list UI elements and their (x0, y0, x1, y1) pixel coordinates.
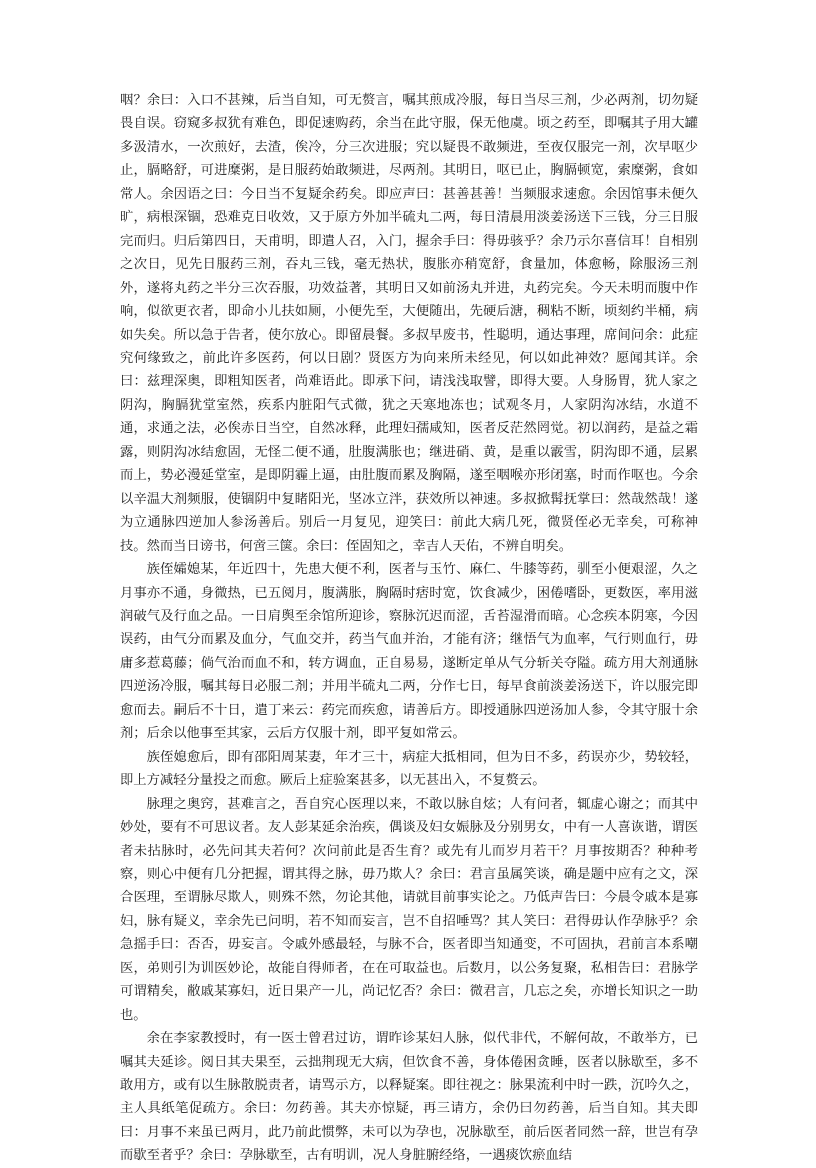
paragraph: 余在李家教授时，有一医士曾君过访，谓昨诊某妇人脉，似代非代，不解何故，不敢举方，已嘱其夫延诊。阅日其夫果至，云拙荆现无大病，但饮食不善，身体倦困贪睡，医者以脉歇至，多不敢用方，或有以生脉散脱责者，请骂示方，以释疑案。即往视之：脉果流利中时一跌，沉吟久之，主人具纸笔促疏方。余曰：勿药善。其夫亦惊疑，再三请方，余仍曰勿药善，后当自知。其夫即曰：月事不来虽已两月，此乃前此惯弊，未可以为孕也，况脉歇至，前后医者同然一辞，世岂有孕而歇至者乎？余曰：孕脉歇至，古有明训，况人身脏腑经络，一遇痰饮瘀血结 (120, 1031, 698, 1164)
document-page (120, 89, 698, 1168)
paragraph: 脉理之奥窍，甚难言之，吾自究心医理以来，不敢以脉自炫；人有问者，辄虚心谢之；而其中妙处，要有不可思议者。友人彭某延余治疾，偶谈及妇女娠脉及分别男女，中有一人喜诙谐，谓医者未拈脉时，必先问其夫若何？次问前此是否生育？或先有儿而岁月若干？月事按期否？种种考察，则心中便有几分把握，谓其得之脉，毋乃欺人？余曰：君言虽属笑谈，确是题中应有之文，深合医理，至谓脉尽欺人，则殊不然，勿论其他，请就目前事实论之。乃低声告曰：今晨令戚本是寡妇，脉有疑义，幸余先已问明，若不知而妄言，岂不自招唾骂？其人笑曰：君得毋认作孕脉乎？余急摇手曰：否否，毋妄言。令戚外感最轻，与脉不合，医者即当知通变，不可固执，君前言本系嘲医，弟则引为训医妙论，故能自得师者，在在可取益也。后数月，以公务复聚，私相告曰：君脉学可谓精矣，敝戚某寡妇，近日果产一儿，尚记忆否？余曰：微君言，几忘之矣，亦增长知识之一助也。 (120, 796, 698, 1023)
paragraph: 族侄媳愈后，即有邵阳周某妻，年才三十，病症大抵相同，但为日不多，药误亦少，势较轻，即上方减轻分量投之而愈。厥后上症验案甚多，以无甚出入，不复赘云。 (120, 749, 698, 789)
paragraph: 族侄孀媳某，年近四十，先患大便不利，医者与玉竹、麻仁、牛膝等药，驯至小便艰涩，久之月事亦不通，身微热，已五阅月，腹满胀，胸隔时痞时宽，饮食减少，困倦嗜卧，更数医，率用滋润破气及行血之品。一日肩舆至余馆所迎诊，察脉沉迟而涩，舌苔湿滑而暗。心念疾本阴寒，今因误药，由气分而累及血分，气血交并，药当气血并治，才能有济；继悟气为血率，气行则血行，毋庸多惹葛藤；倘气治而血不和，转方调血，正自易易，遂断定单从气分斩关夺隘。疏方用大剂通脉四逆汤冷服，嘱其每日必服二剂；并用半硫丸二两，分作七日，每早食前淡姜汤送下，许以服完即愈而去。嗣后不十日，遣丁来云：药完而疾愈，请善后方。即授通脉四逆汤加人参，令其守服十余剂；后余以他事至其家，云后方仅服十剂，即平复如常云。 (120, 562, 698, 742)
paragraph: 咽？余曰：入口不甚辣，后当自知，可无赘言，嘱其煎成冷服，每日当尽三剂，少必两剂，切勿疑畏自误。窃窥多叔犹有难色，即促速购药，余当在此守服，保无他虞。顷之药至，即嘱其子用大罐多汲清水，一次煎好，去渣，俟冷，分三次进服；究以疑畏不敢频进，至夜仅服完一剂，次早呕少止，膈略舒，可进糜粥，是日服药始敢频进，尽两剂。其明日，呕已止，胸膈顿宽，索糜粥，食如常人。余因语之曰：今日当不复疑余药矣。即应声曰：甚善甚善！当频服求速愈。余因馆事未便久旷，病根深锢，恐难克日收效，又于原方外加半硫丸二两，每日清晨用淡姜汤送下三钱，分三日服完而归。归后第四日，天甫明，即遣人召，入门，握余手曰：得毋骇乎？余乃示尔喜信耳！自相别之次日，见先日服药三剂，吞丸三钱，毫无热状，腹胀亦稍宽舒，食量加，体愈畅，除服汤三剂外，遂将丸药之半分三次吞服，功效益著，其明日又如前汤丸并进，丸药完矣。今天未明而腹中作响，似欲更衣者，即命小儿扶如厕，小便先至，大便随出，先硬后溏，稠粘不断，顷刻约半桶，病如失矣。所以急于告者，使尔放心。即留晨餐。多叔早废书，性聪明，通达事理，席间问余：此症究何缘致之，前此许多医药，何以日剧？贤医方为向来所未经见，何以如此神效？愿闻其详。余曰：兹理深奥，即粗知医者，尚难语此。即承下问，请浅浅取譬，即得大要。人身肠胃，犹人家之阴沟，胸膈犹堂室然，疾系内脏阳气式微，犹之天寒地冻也；试观冬月，人家阴沟冰结，水道不通，求通之法，必俟赤日当空，自然冰释，此理妇孺咸知，医者反茫然罔觉。初以润药，是益之霜露，则阴沟冰结愈固，无怪二便不通，肚腹满胀也；继进硝、黄，是重以霰雪，阴沟即不通，层累而上，势必漫延堂室，是即阴霾上逼，由肚腹而累及胸隔，遂至咽喉亦形闭塞，时而作呕也。今余以辛温大剂频服，使锢阴中复睹阳光，坚冰立泮，获效所以神速。多叔掀髯抚掌曰：然哉然哉！遂为立通脉四逆加人参汤善后。别后一月复见，迎笑曰：前此大病几死，微贤侄必无幸矣，可称神技。然而当日谤书，何啻三箧。余曰：侄固知之，幸吉人天佑，不辨自明矣。 (120, 93, 698, 554)
